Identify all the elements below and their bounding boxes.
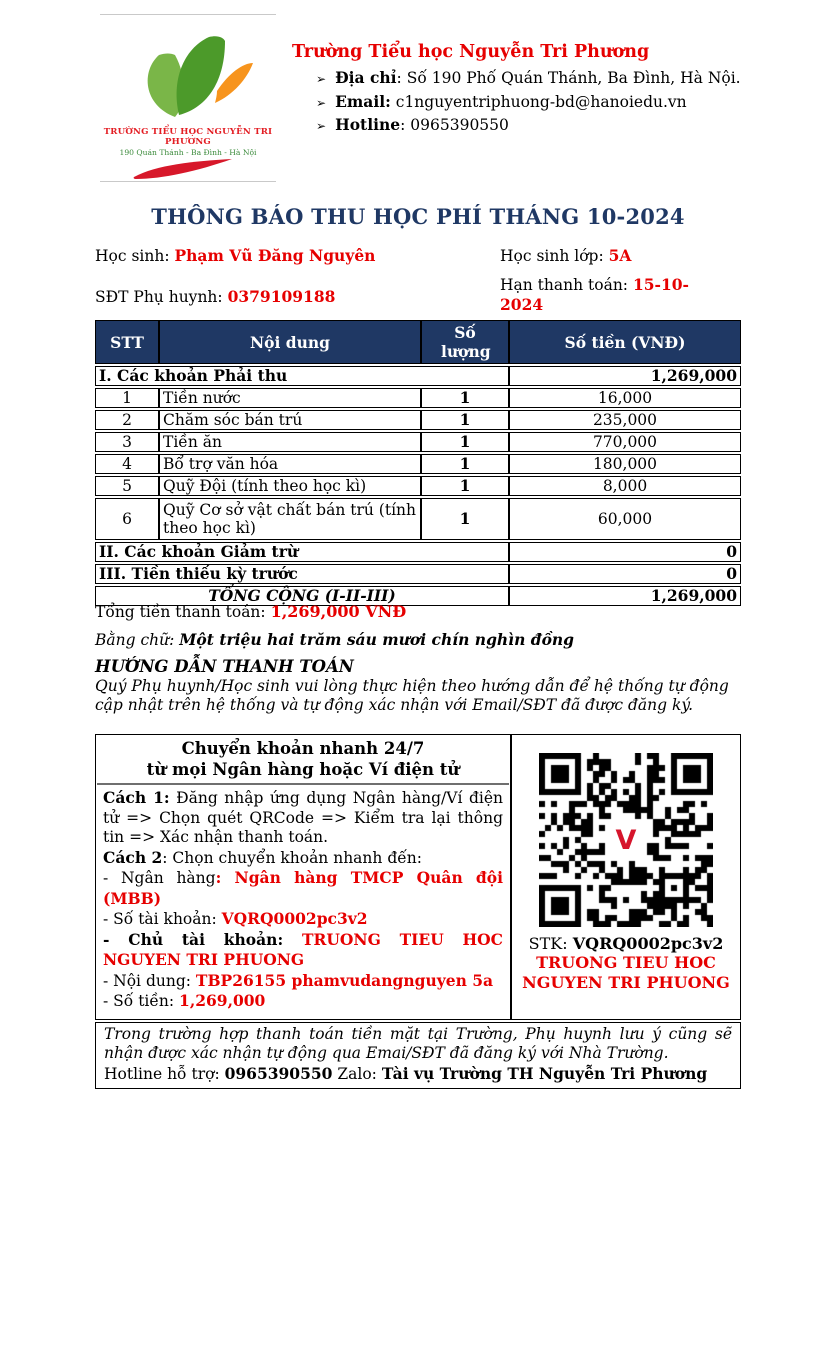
row-name: Tiền nước (159, 388, 421, 408)
section-amount: 0 (509, 564, 741, 584)
school-name: Trường Tiểu học Nguyễn Tri Phương (292, 42, 650, 62)
student-name-label: Học sinh: (95, 247, 175, 265)
payment-instructions-cell (95, 734, 511, 1020)
student-class-row (500, 246, 631, 265)
table-row (95, 454, 741, 474)
account-line (103, 909, 503, 930)
contact-value: 0965390550 (410, 116, 509, 134)
contact-label: Địa chỉ (335, 68, 397, 87)
total-amount: 1,269,000 (509, 586, 741, 606)
col-header-sotien: Số tiền (VNĐ) (509, 320, 741, 364)
method1-text: Đăng nhập ứng dụng Ngân hàng/Ví điện tử => Chọn quét QRCode => Kiểm tra lại thông tin => Xác nhận thanh toán. (103, 789, 503, 846)
memo-label: - Nội dung: (103, 971, 196, 990)
qr-cell (511, 734, 741, 1020)
contact-label: Email: (335, 91, 391, 111)
contact-address (292, 67, 752, 91)
stk-line (513, 934, 739, 953)
student-class-label: Học sinh lớp: (500, 247, 609, 265)
contact-value: c1nguyentriphuong-bd@hanoiedu.vn (395, 92, 687, 111)
payment-box-title (97, 736, 509, 785)
arrow-bullet-icon: ➢ (316, 72, 327, 86)
row-qty: 1 (421, 498, 509, 540)
vnpay-logo-icon: V (609, 823, 643, 857)
stk-label: STK: (528, 934, 573, 953)
section-amount: 1,269,000 (509, 366, 741, 386)
row-qty: 1 (421, 388, 509, 408)
holder-line (103, 930, 503, 971)
payment-guide-text: Quý Phụ huynh/Học sinh vui lòng thực hiện theo hướng dẫn để hệ thống tự động cập nhật trên hệ thống và tự động xác nhận với Email/SĐT đã được đăng ký. (95, 677, 729, 714)
contact-sep: : (396, 69, 407, 87)
row-no: 5 (95, 476, 159, 496)
table-row (95, 388, 741, 408)
row-qty: 1 (421, 454, 509, 474)
row-amount: 180,000 (509, 454, 741, 474)
amount-value: 1,269,000 (179, 991, 266, 1010)
total-label: TỔNG CỘNG (I-II-III) (95, 586, 509, 606)
col-header-noidung: Nội dung (159, 320, 421, 364)
method1-label: Cách 1: (103, 788, 170, 807)
zalo-value: Tài vụ Trường TH Nguyễn Tri Phương (381, 1063, 708, 1083)
holder-value: TRUONG TIEU HOC NGUYEN TRI PHUONG (103, 929, 503, 969)
qr-wrap (539, 753, 713, 927)
table-row (95, 432, 741, 452)
stk-value: VQRQ0002pc3v2 (572, 934, 724, 953)
amount-in-words-value: Một triệu hai trăm sáu mươi chín nghìn đồng (179, 630, 575, 649)
table-row (95, 410, 741, 430)
row-qty: 1 (421, 476, 509, 496)
row-amount: 16,000 (509, 388, 741, 408)
row-name: Quỹ Đội (tính theo học kì) (159, 476, 421, 496)
row-no: 3 (95, 432, 159, 452)
logo-school-address: 190 Quán Thánh - Ba Đình - Hà Nội (119, 148, 257, 157)
arrow-bullet-icon: ➢ (316, 95, 327, 110)
hotline-value: 0965390550 (224, 1063, 333, 1083)
method1-line (103, 788, 503, 848)
total-payment-label: Tổng tiền thanh toán: (95, 603, 271, 621)
school-logo (100, 14, 276, 182)
qr-account-holder: TRUONG TIEU HOC NGUYEN TRI PHUONG (522, 953, 730, 992)
table-row (95, 498, 741, 540)
contact-value: Số 190 Phố Quán Thánh, Ba Đình, Hà Nội. (406, 69, 741, 87)
row-qty: 1 (421, 432, 509, 452)
row-name: Chăm sóc bán trú (159, 410, 421, 430)
bank-label: - Ngân hàng (103, 869, 216, 887)
row-amount: 8,000 (509, 476, 741, 496)
section-label: III. Tiền thiếu kỳ trước (95, 564, 509, 584)
note-cell (95, 1022, 741, 1089)
amount-in-words-label: Bằng chữ: (95, 631, 180, 649)
col-header-soluong: Số lượng (421, 320, 509, 364)
payment-guide-title: HƯỚNG DẪN THANH TOÁN (95, 657, 354, 676)
method2-text: : Chọn chuyển khoản nhanh đến: (162, 848, 422, 867)
row-amount: 770,000 (509, 432, 741, 452)
parent-phone-value: 0379109188 (227, 287, 336, 306)
row-name: Tiền ăn (159, 432, 421, 452)
method2-label: Cách 2 (103, 847, 163, 867)
memo-line (103, 971, 503, 992)
section-row-thieu-ky-truoc (95, 564, 741, 584)
amount-line (103, 991, 503, 1012)
student-name-value: Phạm Vũ Đăng Nguyên (174, 246, 376, 265)
bank-line (103, 868, 503, 909)
student-class-value: 5A (608, 246, 632, 265)
logo-school-name: TRƯỜNG TIỂU HỌC NGUYỄN TRI PHƯƠNG (103, 127, 273, 147)
contact-label: Hotline (335, 115, 401, 134)
memo-value: TBP26155 phamvudangnguyen 5a (195, 970, 494, 990)
section-amount: 0 (509, 542, 741, 562)
payment-box-title-line1: Chuyển khoản nhanh 24/7 (181, 739, 425, 758)
method2-line (103, 848, 503, 869)
summary-block (95, 602, 745, 714)
row-qty: 1 (421, 410, 509, 430)
account-value: VQRQ0002pc3v2 (221, 909, 368, 928)
contact-hotline (292, 114, 752, 138)
holder-label: - Chủ tài khoản: (103, 929, 302, 949)
student-name-row (95, 246, 375, 265)
payment-box (95, 732, 741, 1091)
hotline-label: Hotline hỗ trợ: (104, 1064, 225, 1083)
row-no: 1 (95, 388, 159, 408)
page-title: THÔNG BÁO THU HỌC PHÍ THÁNG 10-2024 (151, 204, 685, 229)
logo-leaves-icon (113, 29, 263, 125)
parent-phone-label: SĐT Phụ huynh: (95, 288, 228, 306)
row-no: 6 (95, 498, 159, 540)
fee-table (95, 318, 741, 608)
fee-table-header-row (95, 320, 741, 364)
section-label: II. Các khoản Giảm trừ (95, 542, 509, 562)
total-payment-value: 1,269,000 VNĐ (270, 602, 407, 621)
swoosh-red-icon (128, 157, 248, 181)
support-hotline-line (104, 1063, 732, 1085)
zalo-label: Zalo: (332, 1064, 382, 1083)
col-header-stt: STT (95, 320, 159, 364)
section-row-giam-tru (95, 542, 741, 562)
row-amount: 60,000 (509, 498, 741, 540)
due-date-row (500, 275, 705, 315)
arrow-bullet-icon: ➢ (316, 119, 327, 133)
total-payment-line (95, 602, 745, 621)
section-row-phai-thu (95, 366, 741, 386)
leaf-right-icon (177, 36, 225, 115)
row-no: 4 (95, 454, 159, 474)
payment-box-title-line2: từ mọi Ngân hàng hoặc Ví điện tử (146, 760, 460, 779)
due-date-label: Hạn thanh toán: (500, 276, 633, 294)
parent-phone-row (95, 287, 335, 306)
row-name: Bổ trợ văn hóa (159, 454, 421, 474)
due-date-value: 15-10-2024 (500, 275, 689, 314)
row-amount: 235,000 (509, 410, 741, 430)
bank-value: : Ngân hàng TMCP Quân đội (MBB) (103, 868, 503, 908)
contact-sep: : (400, 116, 411, 134)
table-row (95, 476, 741, 496)
amount-in-words-line (95, 630, 745, 649)
row-no: 2 (95, 410, 159, 430)
section-label: I. Các khoản Phải thu (95, 366, 509, 386)
account-label: - Số tài khoản: (103, 910, 222, 928)
contact-email (292, 91, 752, 115)
row-name: Quỹ Cơ sở vật chất bán trú (tính theo học kì) (159, 498, 421, 540)
payment-instructions (97, 785, 509, 1018)
amount-label: - Số tiền: (103, 992, 180, 1010)
school-header (292, 42, 752, 138)
cash-payment-note: Trong trường hợp thanh toán tiền mặt tại Trường, Phụ huynh lưu ý cũng sẽ nhận được xác nhận tự động qua Emai/SĐT đã đăng ký với Nhà Trường. (104, 1024, 732, 1062)
